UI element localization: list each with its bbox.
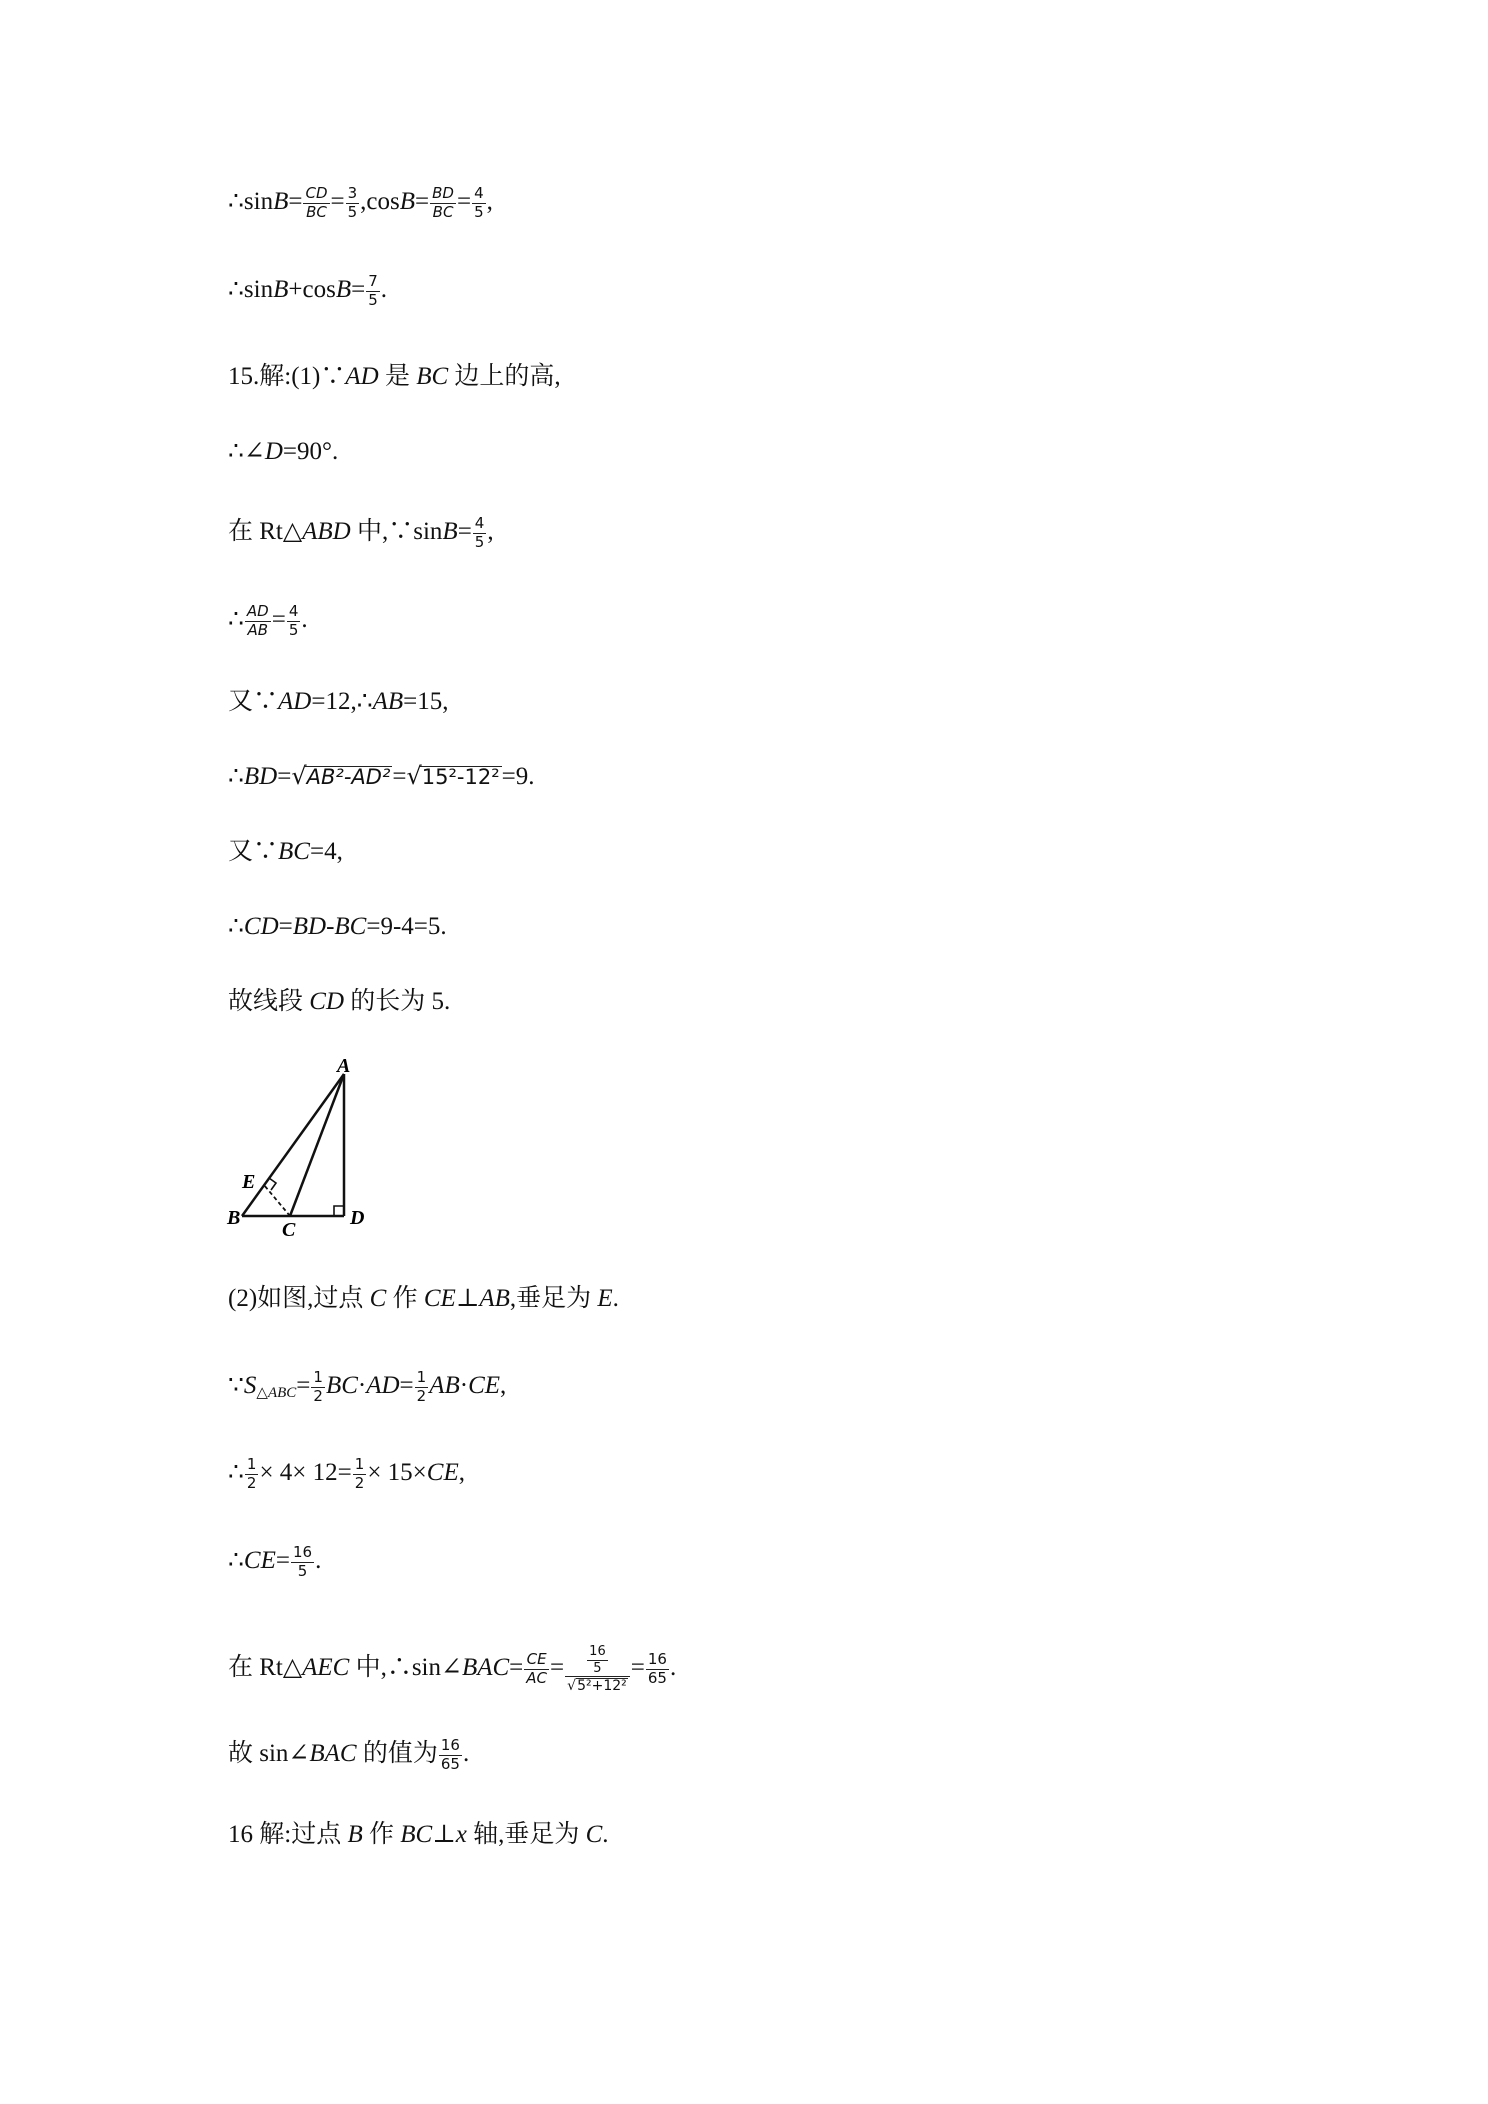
numerator: CD bbox=[305, 184, 328, 202]
text: 故线段 bbox=[228, 988, 310, 1015]
text: ∴ bbox=[228, 763, 244, 790]
text: 轴,垂足为 bbox=[466, 1821, 586, 1848]
text: = bbox=[275, 1546, 290, 1574]
text: =12,∴ bbox=[311, 688, 373, 715]
var-ab: AB bbox=[372, 688, 404, 715]
line-ad-12-ab-15 bbox=[228, 689, 449, 714]
period: . bbox=[380, 275, 387, 303]
text: =90°. bbox=[282, 438, 339, 465]
fraction-4-5 bbox=[473, 516, 487, 551]
period: . bbox=[602, 1821, 609, 1848]
text: , bbox=[487, 517, 494, 545]
radicand-ab-ad: AB²-AD² bbox=[306, 765, 391, 789]
text: ∴ bbox=[228, 605, 244, 633]
numerator: BD bbox=[432, 184, 454, 202]
denominator: 5 bbox=[288, 620, 299, 639]
var-e: E bbox=[597, 1285, 613, 1312]
var-ce: CE bbox=[468, 1371, 501, 1399]
var-ce: CE bbox=[423, 1285, 456, 1312]
text: ∴sin bbox=[228, 187, 274, 215]
text: 边上的高, bbox=[448, 363, 561, 390]
label-d: D bbox=[350, 1207, 365, 1229]
fraction-1-2: $\frac{1}{2}$ bbox=[354, 1455, 365, 1492]
var-b: B bbox=[399, 187, 416, 215]
radicand-15-12: 15²-12² bbox=[421, 765, 500, 789]
fraction-bd-bc bbox=[430, 186, 456, 221]
var-aec: AEC bbox=[302, 1654, 350, 1682]
compound-numerator bbox=[565, 1645, 630, 1677]
var-c: C bbox=[369, 1285, 387, 1312]
text: 15.解:(1)∵ bbox=[228, 363, 346, 390]
fraction-7-5 bbox=[366, 274, 380, 309]
var-bac: BAC bbox=[461, 1654, 510, 1682]
text: 16 解:过点 bbox=[228, 1821, 348, 1848]
fraction-ce-ac bbox=[524, 1652, 549, 1687]
label-e: E bbox=[242, 1171, 256, 1193]
denominator: 5 bbox=[368, 290, 378, 309]
text: 在 Rt△ bbox=[228, 517, 303, 545]
radical-sign: √ bbox=[291, 762, 307, 790]
text: ∵ bbox=[228, 1371, 244, 1399]
period: . bbox=[669, 1654, 677, 1682]
var-ad: AD bbox=[366, 1371, 400, 1399]
var-bc: BC bbox=[325, 1371, 358, 1399]
var-cd: CD bbox=[309, 988, 344, 1015]
text: = bbox=[392, 763, 407, 790]
line-ad-over-ab bbox=[228, 604, 308, 639]
text: , bbox=[486, 187, 493, 215]
var-abd: ABD bbox=[302, 517, 351, 545]
fraction-ad-ab bbox=[245, 604, 271, 639]
var-cd: CD bbox=[243, 913, 279, 940]
text: = bbox=[550, 1654, 565, 1682]
text: 在 Rt△ bbox=[228, 1654, 303, 1682]
text: ∴ bbox=[228, 1458, 244, 1486]
var-ad: AD bbox=[345, 363, 379, 390]
compound-fraction bbox=[565, 1645, 630, 1694]
text: =4, bbox=[309, 838, 343, 865]
text: · bbox=[459, 1371, 469, 1399]
right-angle-mark-d bbox=[334, 1206, 344, 1216]
text: , bbox=[458, 1458, 465, 1486]
line-bc-4 bbox=[228, 839, 343, 864]
text: 中,∵sin bbox=[350, 517, 443, 545]
text: = bbox=[509, 1654, 524, 1682]
fraction-1-2: $\frac{1}{2}$ bbox=[313, 1368, 323, 1405]
denominator: 65 bbox=[440, 1754, 460, 1773]
text: ⊥ bbox=[432, 1821, 456, 1848]
triangle-figure bbox=[222, 1058, 392, 1238]
period: . bbox=[301, 605, 308, 633]
text: 的值为 bbox=[356, 1739, 438, 1767]
var-b: B bbox=[442, 517, 458, 545]
minus: - bbox=[326, 913, 335, 940]
text: = bbox=[351, 275, 366, 303]
text: = bbox=[278, 913, 293, 940]
fraction-16-5 bbox=[291, 1545, 314, 1580]
segment-ac bbox=[290, 1074, 344, 1216]
text: , bbox=[500, 1371, 507, 1399]
text: ∴∠ bbox=[228, 438, 265, 465]
var-s: S bbox=[243, 1371, 257, 1399]
text: = bbox=[457, 517, 472, 545]
denominator: AB bbox=[247, 620, 269, 639]
denominator: AC bbox=[526, 1668, 548, 1687]
line-conclusion-cd bbox=[228, 989, 450, 1014]
fraction-4-5 bbox=[287, 604, 301, 639]
var-bd: BD bbox=[243, 763, 278, 790]
text: ,垂足为 bbox=[509, 1285, 598, 1312]
text: 又∵ bbox=[228, 688, 279, 715]
var-ce: CE bbox=[426, 1458, 459, 1486]
line-conclusion-sin-bac bbox=[228, 1738, 469, 1773]
var-c: C bbox=[585, 1821, 603, 1848]
var-b: B bbox=[273, 187, 289, 215]
right-angle-mark-e bbox=[269, 1178, 276, 1190]
radicand-5-12: 5²+12² bbox=[577, 1678, 627, 1695]
text: = bbox=[399, 1371, 414, 1399]
var-b: B bbox=[273, 275, 289, 303]
text: = bbox=[630, 1654, 645, 1682]
numerator: 16 bbox=[440, 1736, 460, 1754]
var-bd: BD bbox=[292, 913, 327, 940]
fraction-cd-bc bbox=[303, 186, 329, 221]
text: =15, bbox=[403, 688, 449, 715]
fraction-16-65 bbox=[439, 1738, 462, 1773]
text: ,cos bbox=[360, 187, 400, 215]
text: = bbox=[415, 187, 430, 215]
numerator: 7 bbox=[368, 272, 378, 290]
var-bc: BC bbox=[278, 838, 310, 865]
segment-ab bbox=[242, 1074, 344, 1216]
text: (2)如图,过点 bbox=[228, 1285, 370, 1312]
numerator: 4 bbox=[288, 602, 299, 620]
numerator: AD bbox=[246, 602, 269, 620]
denominator: 5 bbox=[474, 532, 485, 551]
text: 故 sin∠ bbox=[228, 1739, 310, 1767]
var-ab: AB bbox=[479, 1285, 510, 1312]
text: × 4× 12= bbox=[259, 1458, 352, 1486]
denominator: BC bbox=[432, 202, 454, 221]
var-x: x bbox=[455, 1821, 467, 1848]
radical-sign: √ bbox=[406, 762, 422, 790]
text: = bbox=[456, 187, 472, 215]
text: =9-4=5. bbox=[366, 913, 447, 940]
fraction-3-5 bbox=[346, 186, 360, 221]
label-a: A bbox=[337, 1058, 351, 1077]
denominator: 5 bbox=[297, 1561, 308, 1580]
compound-denominator: √5²+12² bbox=[567, 1678, 627, 1695]
line-ce-value bbox=[228, 1545, 321, 1580]
var-ad: AD bbox=[278, 688, 312, 715]
denominator: BC bbox=[306, 202, 327, 221]
denominator: 5 bbox=[593, 1660, 602, 1676]
text: = bbox=[277, 763, 292, 790]
numerator: 16 bbox=[647, 1650, 667, 1669]
denominator: 5 bbox=[474, 202, 484, 221]
line-rt-aec bbox=[228, 1645, 676, 1694]
numerator: 16 bbox=[292, 1543, 313, 1561]
text: × 15× bbox=[367, 1458, 427, 1486]
text: 中,∴sin∠ bbox=[349, 1654, 462, 1682]
line-problem-15-heading bbox=[228, 364, 561, 389]
label-c: C bbox=[282, 1219, 296, 1238]
numerator: 3 bbox=[347, 184, 358, 202]
fraction-4-5 bbox=[472, 186, 486, 221]
fraction-1-2: $\frac{1}{2}$ bbox=[416, 1368, 427, 1405]
line-sin-plus-cos bbox=[228, 274, 387, 309]
var-ab: AB bbox=[429, 1371, 460, 1399]
numerator: 16 bbox=[589, 1644, 606, 1659]
var-bc: BC bbox=[334, 913, 367, 940]
text: 的长为 5. bbox=[344, 988, 451, 1015]
var-d: D bbox=[264, 438, 283, 465]
text: 作 bbox=[386, 1285, 424, 1312]
line-part-2 bbox=[228, 1286, 619, 1311]
text: +cos bbox=[288, 275, 336, 303]
line-rt-abd bbox=[228, 516, 494, 551]
denominator: 5 bbox=[347, 202, 358, 221]
text: 是 bbox=[378, 363, 417, 390]
fraction-1-2: $\frac{1}{2}$ bbox=[246, 1455, 257, 1492]
line-area-abc bbox=[228, 1370, 506, 1405]
var-b: B bbox=[347, 1821, 363, 1848]
text: ∴ bbox=[228, 1546, 244, 1574]
line-bd-sqrt bbox=[228, 764, 535, 789]
period: . bbox=[612, 1285, 619, 1312]
var-bc: BC bbox=[400, 1821, 433, 1848]
period: . bbox=[315, 1546, 322, 1574]
line-sin-cos-b bbox=[228, 186, 493, 221]
var-b: B bbox=[335, 275, 352, 303]
segment-ce-dashed bbox=[264, 1185, 290, 1216]
line-angle-d bbox=[228, 439, 338, 464]
fraction-16-65 bbox=[646, 1652, 669, 1687]
text: · bbox=[357, 1371, 367, 1399]
label-b: B bbox=[227, 1207, 241, 1229]
text: = bbox=[330, 187, 345, 215]
var-bc: BC bbox=[416, 363, 449, 390]
numerator: 4 bbox=[474, 184, 484, 202]
denominator: 65 bbox=[647, 1668, 667, 1687]
var-ce: CE bbox=[243, 1546, 276, 1574]
text: 作 bbox=[362, 1821, 401, 1848]
text: = bbox=[288, 187, 303, 215]
text: =9. bbox=[501, 763, 535, 790]
var-bac: BAC bbox=[309, 1739, 357, 1767]
text: 又∵ bbox=[228, 838, 279, 865]
text: = bbox=[296, 1371, 311, 1399]
line-area-equation bbox=[228, 1457, 465, 1492]
numerator: CE bbox=[524, 1652, 549, 1670]
period: . bbox=[462, 1739, 470, 1767]
text: = bbox=[271, 605, 286, 633]
line-cd-5 bbox=[228, 914, 447, 939]
text: ∴sin bbox=[228, 275, 274, 303]
text: ∴ bbox=[228, 913, 244, 940]
numerator: 4 bbox=[474, 514, 485, 532]
subscript-abc: △ABC bbox=[256, 1384, 297, 1401]
line-problem-16-heading bbox=[228, 1822, 609, 1847]
text: ⊥ bbox=[455, 1285, 480, 1312]
